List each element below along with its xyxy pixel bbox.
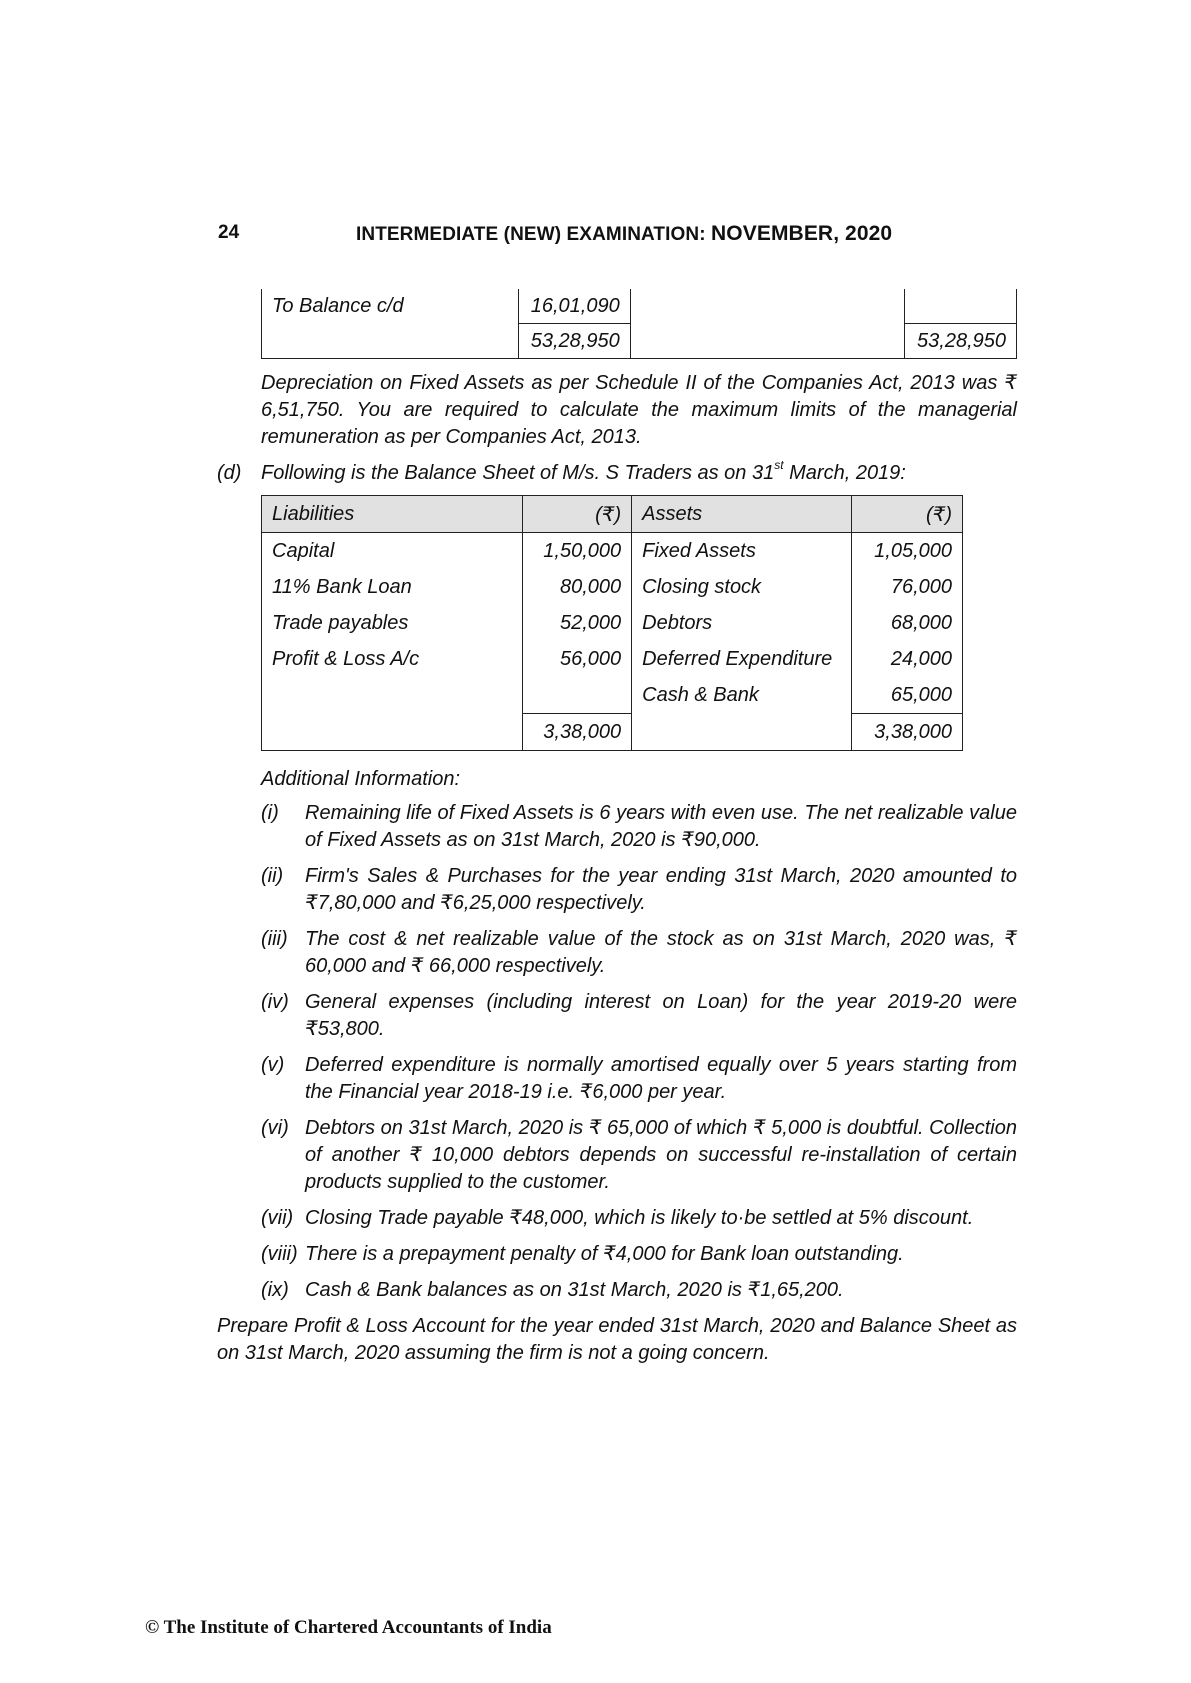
table-row [262, 289, 1017, 324]
ledger-balance-label: To Balance c/d [262, 289, 519, 324]
ledger-empty-cell [630, 289, 904, 324]
ledger-continuation-table [261, 289, 1017, 359]
item-text: Debtors on 31st March, 2020 is ₹ 65,000 of which ₹ 5,000 is doubtful. Collection of another ₹ 10,000 debtors depends on successful re-installation of certain products supplied to the customer. [305, 1117, 1017, 1193]
item-label: (iv) [261, 991, 289, 1013]
liability-name [262, 677, 523, 714]
ledger-balance-value: 16,01,090 [518, 289, 630, 324]
closing-instruction-row [217, 1313, 1017, 1367]
header-assets: Assets [632, 496, 852, 533]
item-text: Remaining life of Fixed Assets is 6 years with even use. The net realizable value of Fixed Assets as on 31st March, 2020 is ₹90,000. [305, 802, 1017, 851]
asset-amount: 1,05,000 [852, 533, 963, 570]
table-row [262, 641, 963, 677]
asset-name: Closing stock [632, 569, 852, 605]
list-item [261, 800, 1017, 854]
question-d-sup: st [774, 458, 784, 473]
empty-cell [262, 714, 523, 751]
additional-info-heading: Additional Information: [261, 768, 461, 790]
asset-amount: 24,000 [852, 641, 963, 677]
balance-sheet-total-row [262, 714, 963, 751]
item-text: Closing Trade payable ₹48,000, which is likely to·be settled at 5% discount. [305, 1207, 974, 1229]
item-label: (viii) [261, 1243, 298, 1265]
table-row [262, 569, 963, 605]
question-d-text-end: March, 2019: [783, 462, 906, 484]
liability-name: 11% Bank Loan [262, 569, 523, 605]
header-amount-assets: (₹) [852, 496, 963, 533]
item-text: Firm's Sales & Purchases for the year ending 31st March, 2020 amounted to ₹7,80,000 and ₹6,25,000 respectively. [305, 865, 1017, 914]
ledger-total-left: 53,28,950 [518, 324, 630, 359]
total-assets: 3,38,000 [852, 714, 963, 751]
asset-amount: 65,000 [852, 677, 963, 714]
list-item [261, 926, 1017, 980]
additional-info-list [217, 800, 1017, 1376]
page-header [356, 222, 892, 246]
list-item [261, 1241, 1017, 1268]
list-item [261, 1052, 1017, 1106]
liability-amount: 56,000 [523, 641, 632, 677]
list-item [261, 1205, 1017, 1232]
depreciation-note: Depreciation on Fixed Assets as per Schedule II of the Companies Act, 2013 was ₹ 6,51,750. You are required to calculate the maximum limits of the managerial remuneration as per Companies Act, 2013. [261, 372, 1017, 448]
question-d-text-main: Following is the Balance Sheet of M/s. S Traders as on 31 [261, 462, 775, 484]
list-item [261, 863, 1017, 917]
item-text: Cash & Bank balances as on 31st March, 2020 is ₹1,65,200. [305, 1279, 844, 1301]
asset-name: Cash & Bank [632, 677, 852, 714]
table-row [262, 677, 963, 714]
balance-sheet-table [261, 495, 963, 751]
item-text: Deferred expenditure is normally amortised equally over 5 years starting from the Financial year 2018-19 i.e. ₹6,000 per year. [305, 1054, 1017, 1103]
header-liabilities: Liabilities [262, 496, 523, 533]
item-label: (ix) [261, 1279, 289, 1301]
balance-sheet-header-row [262, 496, 963, 533]
page-header-title: INTERMEDIATE (NEW) EXAMINATION: [356, 224, 706, 245]
ledger-empty-cell [905, 289, 1017, 324]
page-header-session: NOVEMBER, 2020 [711, 222, 893, 245]
item-label: (v) [261, 1054, 285, 1076]
table-row [262, 533, 963, 570]
asset-name: Fixed Assets [632, 533, 852, 570]
list-item [261, 1115, 1017, 1196]
liability-name: Capital [262, 533, 523, 570]
footer-copyright: © The Institute of Chartered Accountants of India [145, 1617, 552, 1638]
liability-name: Profit & Loss A/c [262, 641, 523, 677]
closing-instruction: Prepare Profit & Loss Account for the year ended 31st March, 2020 and Balance Sheet as on 31st March, 2020 assuming the firm is not a going concern. [217, 1315, 1017, 1364]
liability-amount: 52,000 [523, 605, 632, 641]
empty-cell [632, 714, 852, 751]
ledger-total-right: 53,28,950 [905, 324, 1017, 359]
question-d-label: (d) [217, 462, 242, 484]
item-label: (vi) [261, 1117, 289, 1139]
page-number: 24 [218, 222, 240, 243]
item-label: (ii) [261, 865, 284, 887]
liability-amount: 80,000 [523, 569, 632, 605]
ledger-empty-cell [262, 324, 519, 359]
liability-name: Trade payables [262, 605, 523, 641]
question-d-text [261, 458, 906, 485]
asset-amount: 76,000 [852, 569, 963, 605]
asset-name: Debtors [632, 605, 852, 641]
asset-name: Deferred Expenditure [632, 641, 852, 677]
list-item [261, 1277, 1017, 1304]
liability-amount: 1,50,000 [523, 533, 632, 570]
item-label: (vii) [261, 1207, 294, 1229]
header-amount-liabilities: (₹) [523, 496, 632, 533]
item-label: (i) [261, 802, 279, 824]
item-label: (iii) [261, 928, 288, 950]
item-text: The cost & net realizable value of the stock as on 31st March, 2020 was, ₹ 60,000 and ₹ 66,000 respectively. [305, 928, 1017, 977]
item-text: There is a prepayment penalty of ₹4,000 for Bank loan outstanding. [305, 1243, 904, 1265]
total-liabilities: 3,38,000 [523, 714, 632, 751]
liability-amount [523, 677, 632, 714]
item-text: General expenses (including interest on Loan) for the year 2019-20 were ₹53,800. [305, 991, 1017, 1040]
ledger-empty-cell [630, 324, 904, 359]
ledger-total-row [262, 324, 1017, 359]
list-item [261, 989, 1017, 1043]
asset-amount: 68,000 [852, 605, 963, 641]
table-row [262, 605, 963, 641]
